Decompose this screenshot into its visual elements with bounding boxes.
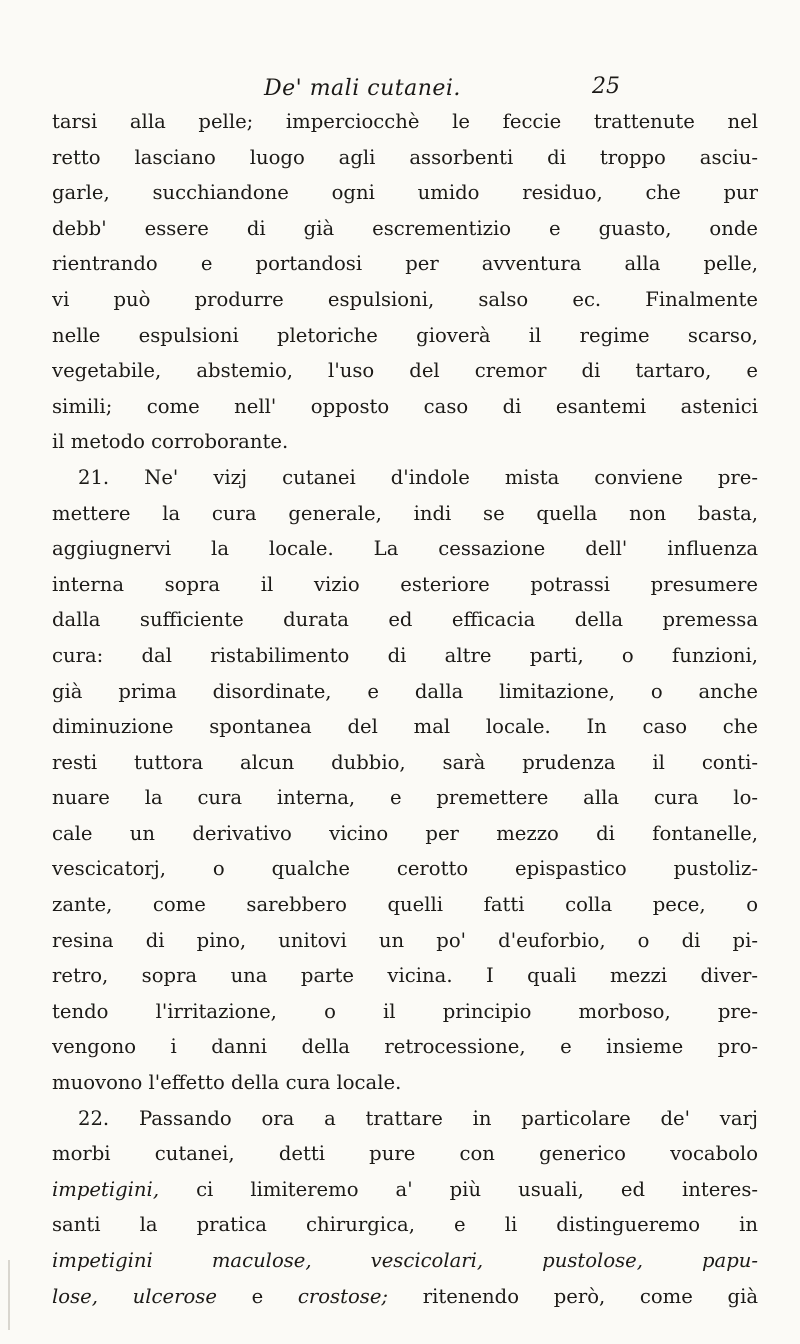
page-header [228, 72, 628, 106]
text-line: cura: dal ristabilimento di altre parti, o funzioni, [52, 643, 758, 667]
text-line: lose, ulcerose e crostose; ritenendo però, come già [52, 1284, 758, 1308]
text-line: interna sopra il vizio esteriore potrassi presumere [52, 572, 758, 596]
text-line: vescicatorj, o qualche cerotto epispastico pustoliz- [52, 857, 758, 881]
text-line: nuare la cura interna, e premettere alla cura lo- [52, 786, 758, 810]
paragraph-22-start: 22. Passando ora a trattare in particolare de' varj [78, 1106, 758, 1130]
text-line: mettere la cura generale, indi se quella non basta, [52, 501, 758, 525]
text-line: il metodo corroborante. [52, 430, 289, 454]
text-line: resti tuttora alcun dubbio, sarà prudenza il conti- [52, 750, 758, 774]
text-line: debb' essere di già escrementizio e guasto, onde [52, 216, 758, 240]
text-line: resina di pino, unitovi un po' d'euforbio, o di pi- [52, 928, 758, 952]
text-line: impetigini maculose, vescicolari, pustolose, papu- [52, 1249, 758, 1272]
text-line: tendo l'irritazione, o il principio morboso, pre- [52, 999, 758, 1023]
text-line: tarsi alla pelle; imperciocchè le feccie trattenute nel [52, 110, 758, 133]
text-line: dalla sufficiente durata ed efficacia della premessa [52, 608, 758, 632]
text-line: diminuzione spontanea del mal locale. In caso che [52, 715, 758, 739]
text-line: vengono i danni della retrocessione, e insieme pro- [52, 1035, 758, 1059]
text-line: simili; come nell' opposto caso di esantemi astenici [52, 394, 758, 418]
body-text [52, 104, 758, 1314]
text-line: cale un derivativo vicino per mezzo di fontanelle, [52, 821, 758, 845]
text-line: già prima disordinate, e dalla limitazione, o anche [52, 679, 758, 703]
page-number: 25 [592, 74, 620, 99]
text-line: nelle espulsioni pletoriche gioverà il regime scarso, [52, 323, 758, 347]
text-line: vegetabile, abstemio, l'uso del cremor di tartaro, e [52, 359, 758, 383]
text-line: vi può produrre espulsioni, salso ec. Finalmente [52, 287, 758, 311]
text-line: morbi cutanei, detti pure con generico vocabolo [52, 1142, 758, 1166]
text-line: muovono l'effetto della cura locale. [52, 1071, 402, 1095]
text-line: santi la pratica chirurgica, e li distingueremo in [52, 1213, 758, 1237]
text-line: rientrando e portandosi per avventura alla pelle, [52, 252, 758, 276]
text-line: retro, sopra una parte vicina. I quali mezzi diver- [52, 964, 758, 988]
text-line: impetigini, ci limiteremo a' più usuali, ed interes- [52, 1177, 758, 1201]
paragraph-21-start: 21. Ne' vizj cutanei d'indole mista conviene pre- [78, 465, 758, 489]
text-line: retto lasciano luogo agli assorbenti di troppo asciu- [52, 145, 758, 169]
scan-edge-mark [8, 1260, 10, 1330]
text-line: zante, come sarebbero quelli fatti colla pece, o [52, 893, 758, 917]
text-line: aggiugnervi la locale. La cessazione dell' influenza [52, 537, 758, 561]
running-title: De' mali cutanei. [264, 76, 461, 101]
text-line: garle, succhiandone ogni umido residuo, che pur [52, 181, 758, 205]
